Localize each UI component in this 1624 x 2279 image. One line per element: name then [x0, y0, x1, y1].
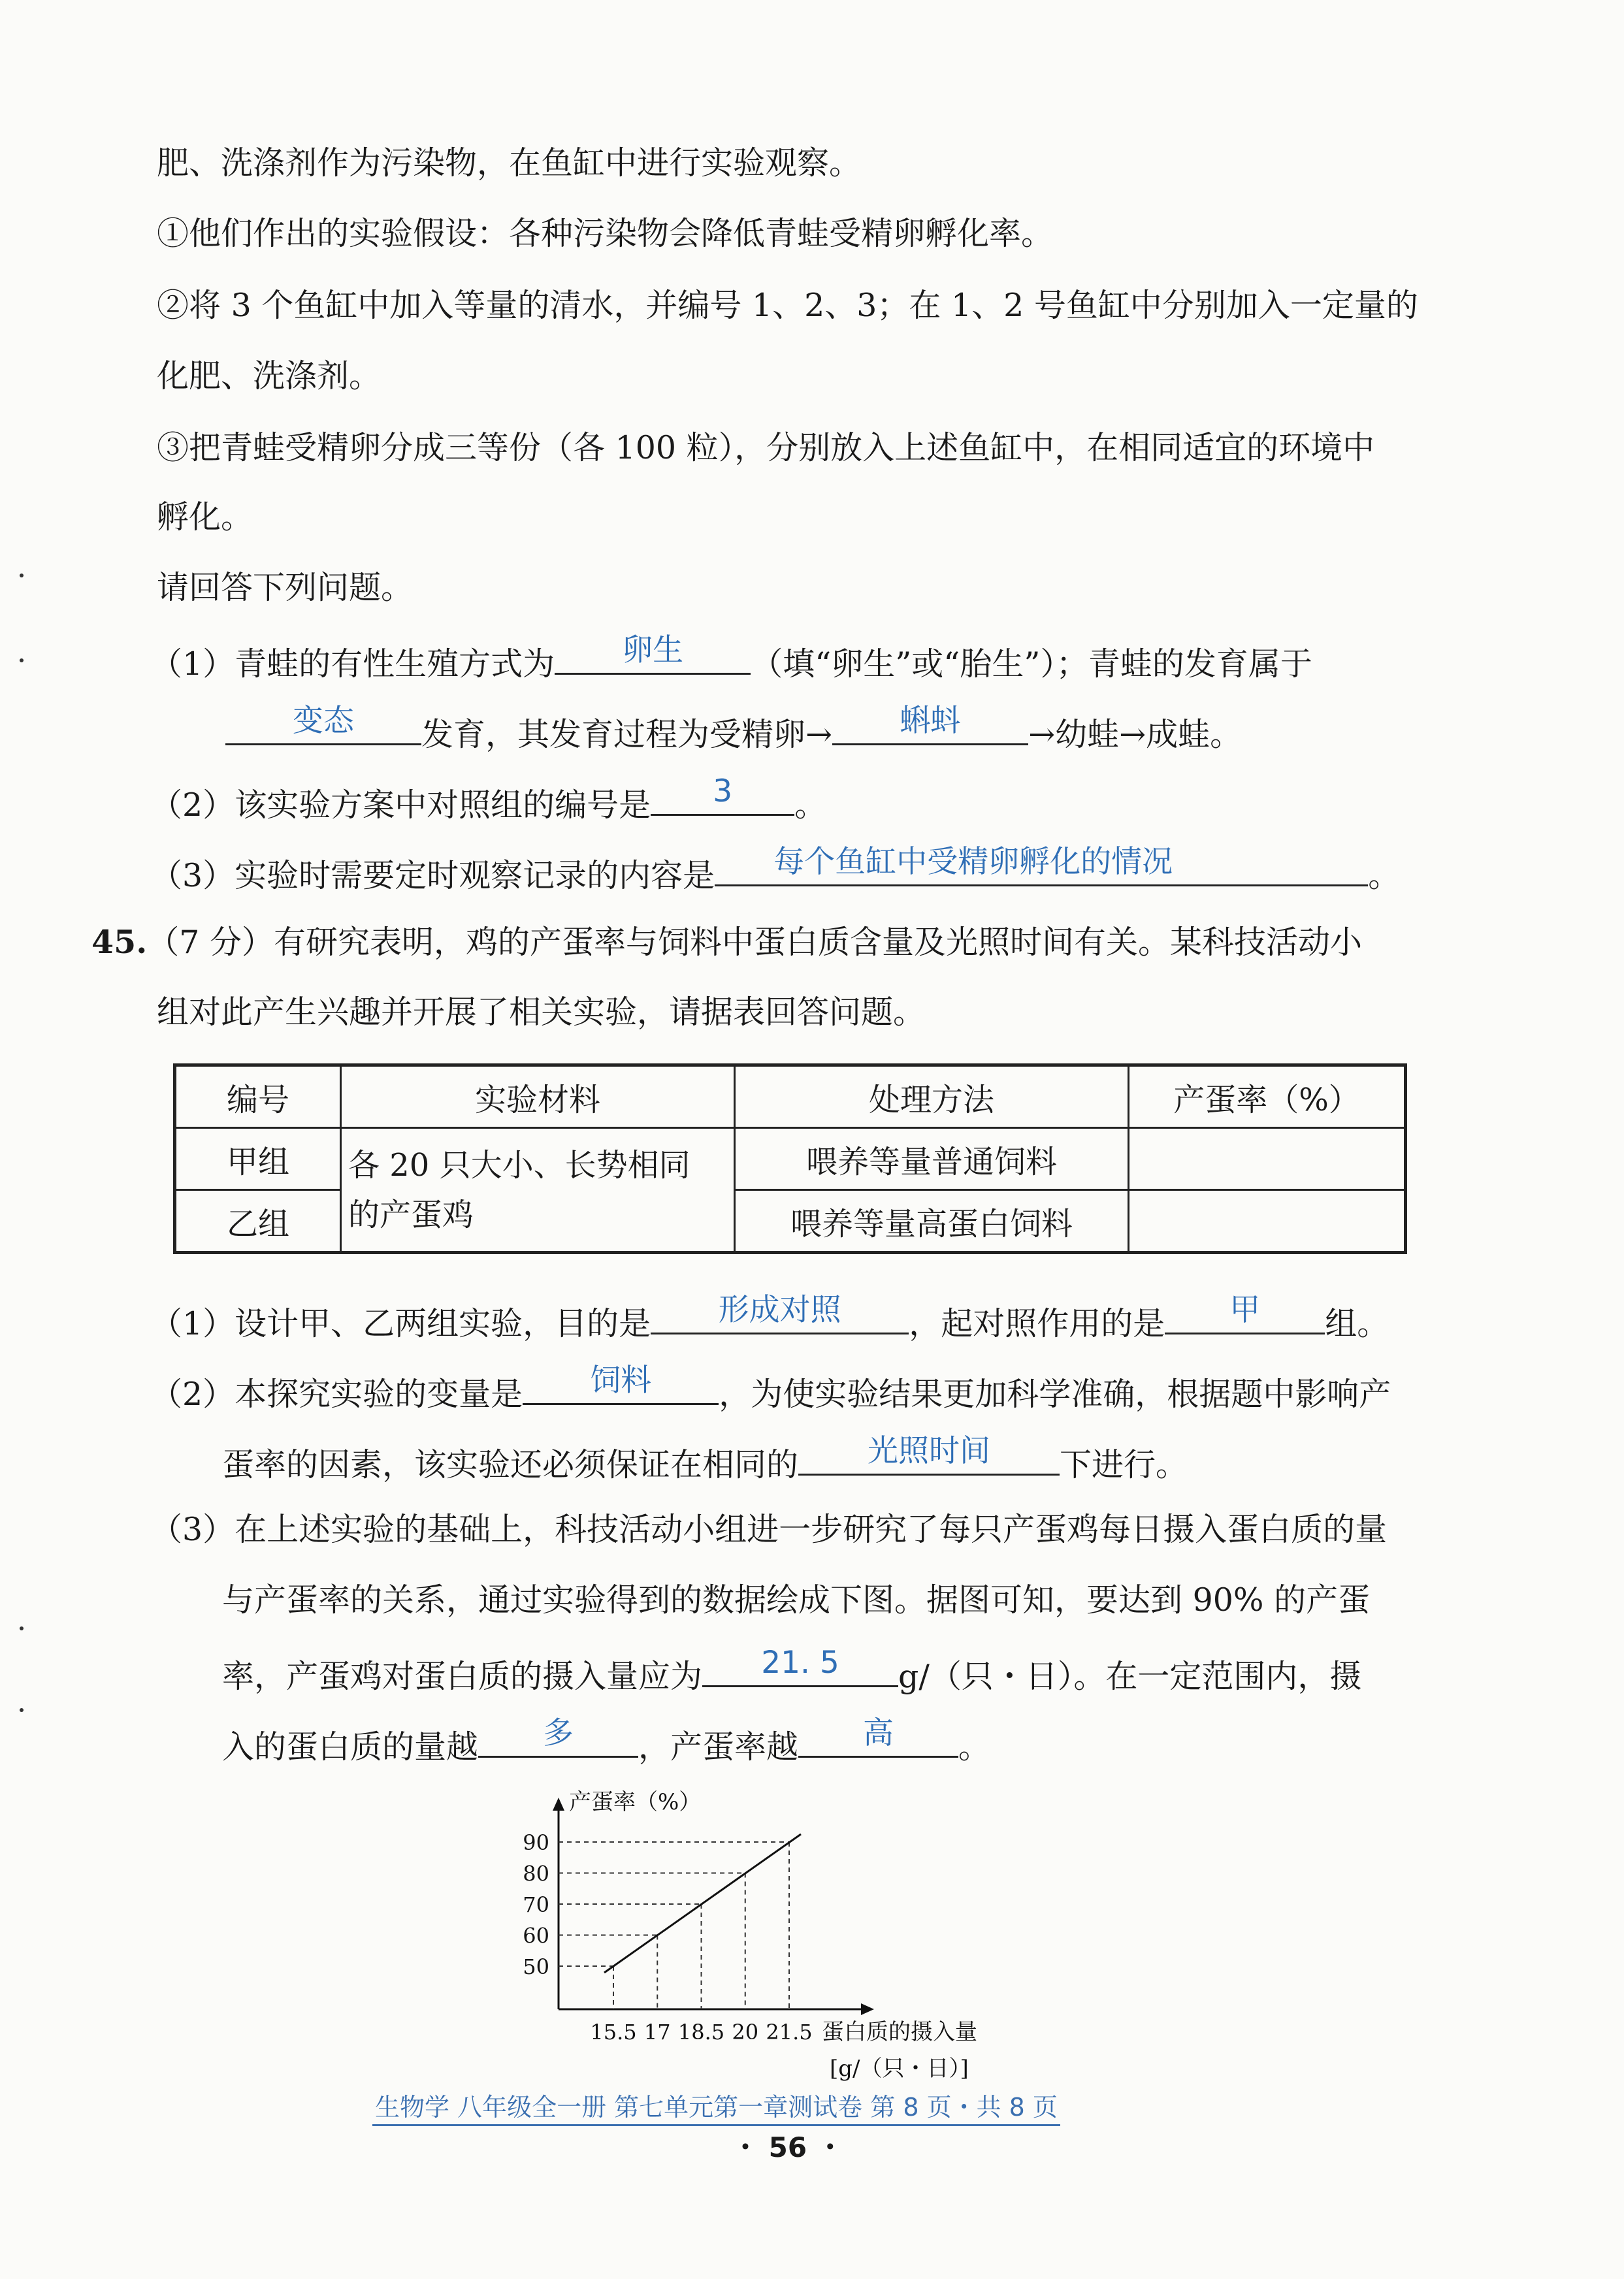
- x-tick-label: 15.5: [590, 2020, 637, 2045]
- series-line: [604, 1834, 801, 1973]
- x-axis-arrow: [861, 2003, 874, 2015]
- question-45-1: （1）设计甲、乙两组实验，目的是 形成对照 ，起对照作用的是 甲 组。: [150, 1292, 1389, 1342]
- x-tick-label: 21.5: [766, 2020, 813, 2045]
- x-axis-unit: [g/（只・日）]: [830, 2056, 969, 2082]
- table-header: 处理方法: [735, 1065, 1129, 1128]
- answer-blank: 形成对照: [651, 1299, 909, 1334]
- answer-blank: 蝌蚪: [832, 709, 1028, 745]
- y-axis-arrow: [553, 1798, 564, 1811]
- x-axis-label: 蛋白质的摄入量: [822, 2019, 977, 2045]
- step-line: ②将 3 个鱼缸中加入等量的清水，并编号 1、2、3；在 1、2 号鱼缸中分别加入一定量的: [157, 287, 1418, 324]
- answer-blank: 3: [651, 780, 794, 816]
- table-cell-material: 各 20 只大小、长势相同 的产蛋鸡: [341, 1128, 735, 1253]
- y-axis-label: 产蛋率（%）: [569, 1789, 702, 1815]
- footer-info: 生物学 八年级全一册 第七单元第一章测试卷 第 8 页・共 8 页: [372, 2087, 1060, 2126]
- answer-blank: 甲: [1165, 1299, 1325, 1334]
- y-tick-label: 70: [523, 1892, 549, 1917]
- question-44-3: （3）实验时需要定时观察记录的内容是 每个鱼缸中受精卵孵化的情况 。: [150, 844, 1401, 894]
- x-tick-label: 17: [643, 2020, 671, 2045]
- table-cell: 乙组: [175, 1190, 341, 1253]
- answer-blank: 饲料: [523, 1369, 719, 1405]
- answer-blank: 每个鱼缸中受精卵孵化的情况: [715, 850, 1368, 886]
- y-tick-label: 80: [523, 1861, 549, 1886]
- answer-blank: 卵生: [555, 639, 751, 675]
- table-header: 产蛋率（%）: [1129, 1065, 1406, 1128]
- step-line-cont: 孵化。: [157, 498, 253, 536]
- x-tick-label: 20: [732, 2020, 759, 2045]
- instruction-line: 请回答下列问题。: [157, 569, 414, 606]
- question-45-intro-cont: 组对此产生兴趣并开展了相关实验，请据表回答问题。: [157, 994, 926, 1031]
- answer-blank: 高: [798, 1722, 958, 1758]
- question-45-2-cont: 蛋率的因素，该实验还必须保证在相同的 光照时间 下进行。: [222, 1433, 1188, 1483]
- question-45-3-cont: 入的蛋白质的量越 多 ，产蛋率越 高 。: [222, 1715, 991, 1766]
- question-45-intro: 45.（7 分）有研究表明，鸡的产蛋率与饲料中蛋白质含量及光照时间有关。某科技活动小: [91, 923, 1363, 961]
- step-line-cont: 化肥、洗涤剂。: [157, 357, 382, 395]
- intro-line: 肥、洗涤剂作为污染物，在鱼缸中进行实验观察。: [157, 144, 862, 182]
- x-tick-label: 18.5: [677, 2020, 725, 2045]
- table-header: 实验材料: [341, 1065, 735, 1128]
- answer-blank: 多: [478, 1722, 638, 1758]
- step-line: ③把青蛙受精卵分成三等份（各 100 粒），分别放入上述鱼缸中，在相同适宜的环境中: [157, 429, 1375, 466]
- answer-blank: 变态: [225, 709, 421, 745]
- answer-blank: 光照时间: [798, 1440, 1060, 1476]
- y-tick-label: 60: [523, 1923, 549, 1948]
- question-45-3-cont: 率，产蛋鸡对蛋白质的摄入量应为 21. 5 g/（只・日）。在一定范围内，摄: [222, 1645, 1362, 1695]
- hypothesis-line: ①他们作出的实验假设：各种污染物会降低青蛙受精卵孵化率。: [157, 215, 1054, 252]
- table-cell: 喂养等量普通饲料: [735, 1128, 1129, 1190]
- question-45-3: （3）在上述实验的基础上，科技活动小组进一步研究了每只产蛋鸡每日摄入蛋白质的量: [150, 1511, 1388, 1548]
- table-header: 编号: [175, 1065, 341, 1128]
- question-44-1: （1）青蛙的有性生殖方式为 卵生 （填“卵生”或“胎生”）；青蛙的发育属于: [150, 632, 1312, 683]
- answer-blank: 21. 5: [702, 1651, 898, 1687]
- question-45-3-cont: 与产蛋率的关系，通过实验得到的数据绘成下图。据图可知，要达到 90% 的产蛋: [222, 1581, 1371, 1619]
- table-cell: 甲组: [175, 1128, 341, 1190]
- question-44-2: （2）该实验方案中对照组的编号是 3 。: [150, 773, 827, 824]
- table-cell: 喂养等量高蛋白饲料: [735, 1190, 1129, 1253]
- y-tick-label: 50: [523, 1954, 549, 1979]
- question-44-1-cont: 变态 发育，其发育过程为受精卵→ 蝌蚪 →幼蛙→成蛙。: [225, 709, 1242, 754]
- question-45-2: （2）本探究实验的变量是 饲料 ，为使实验结果更加科学准确，根据题中影响产: [150, 1363, 1391, 1413]
- y-tick-label: 90: [523, 1830, 549, 1855]
- page-number: ・ 56 ・: [732, 2131, 844, 2163]
